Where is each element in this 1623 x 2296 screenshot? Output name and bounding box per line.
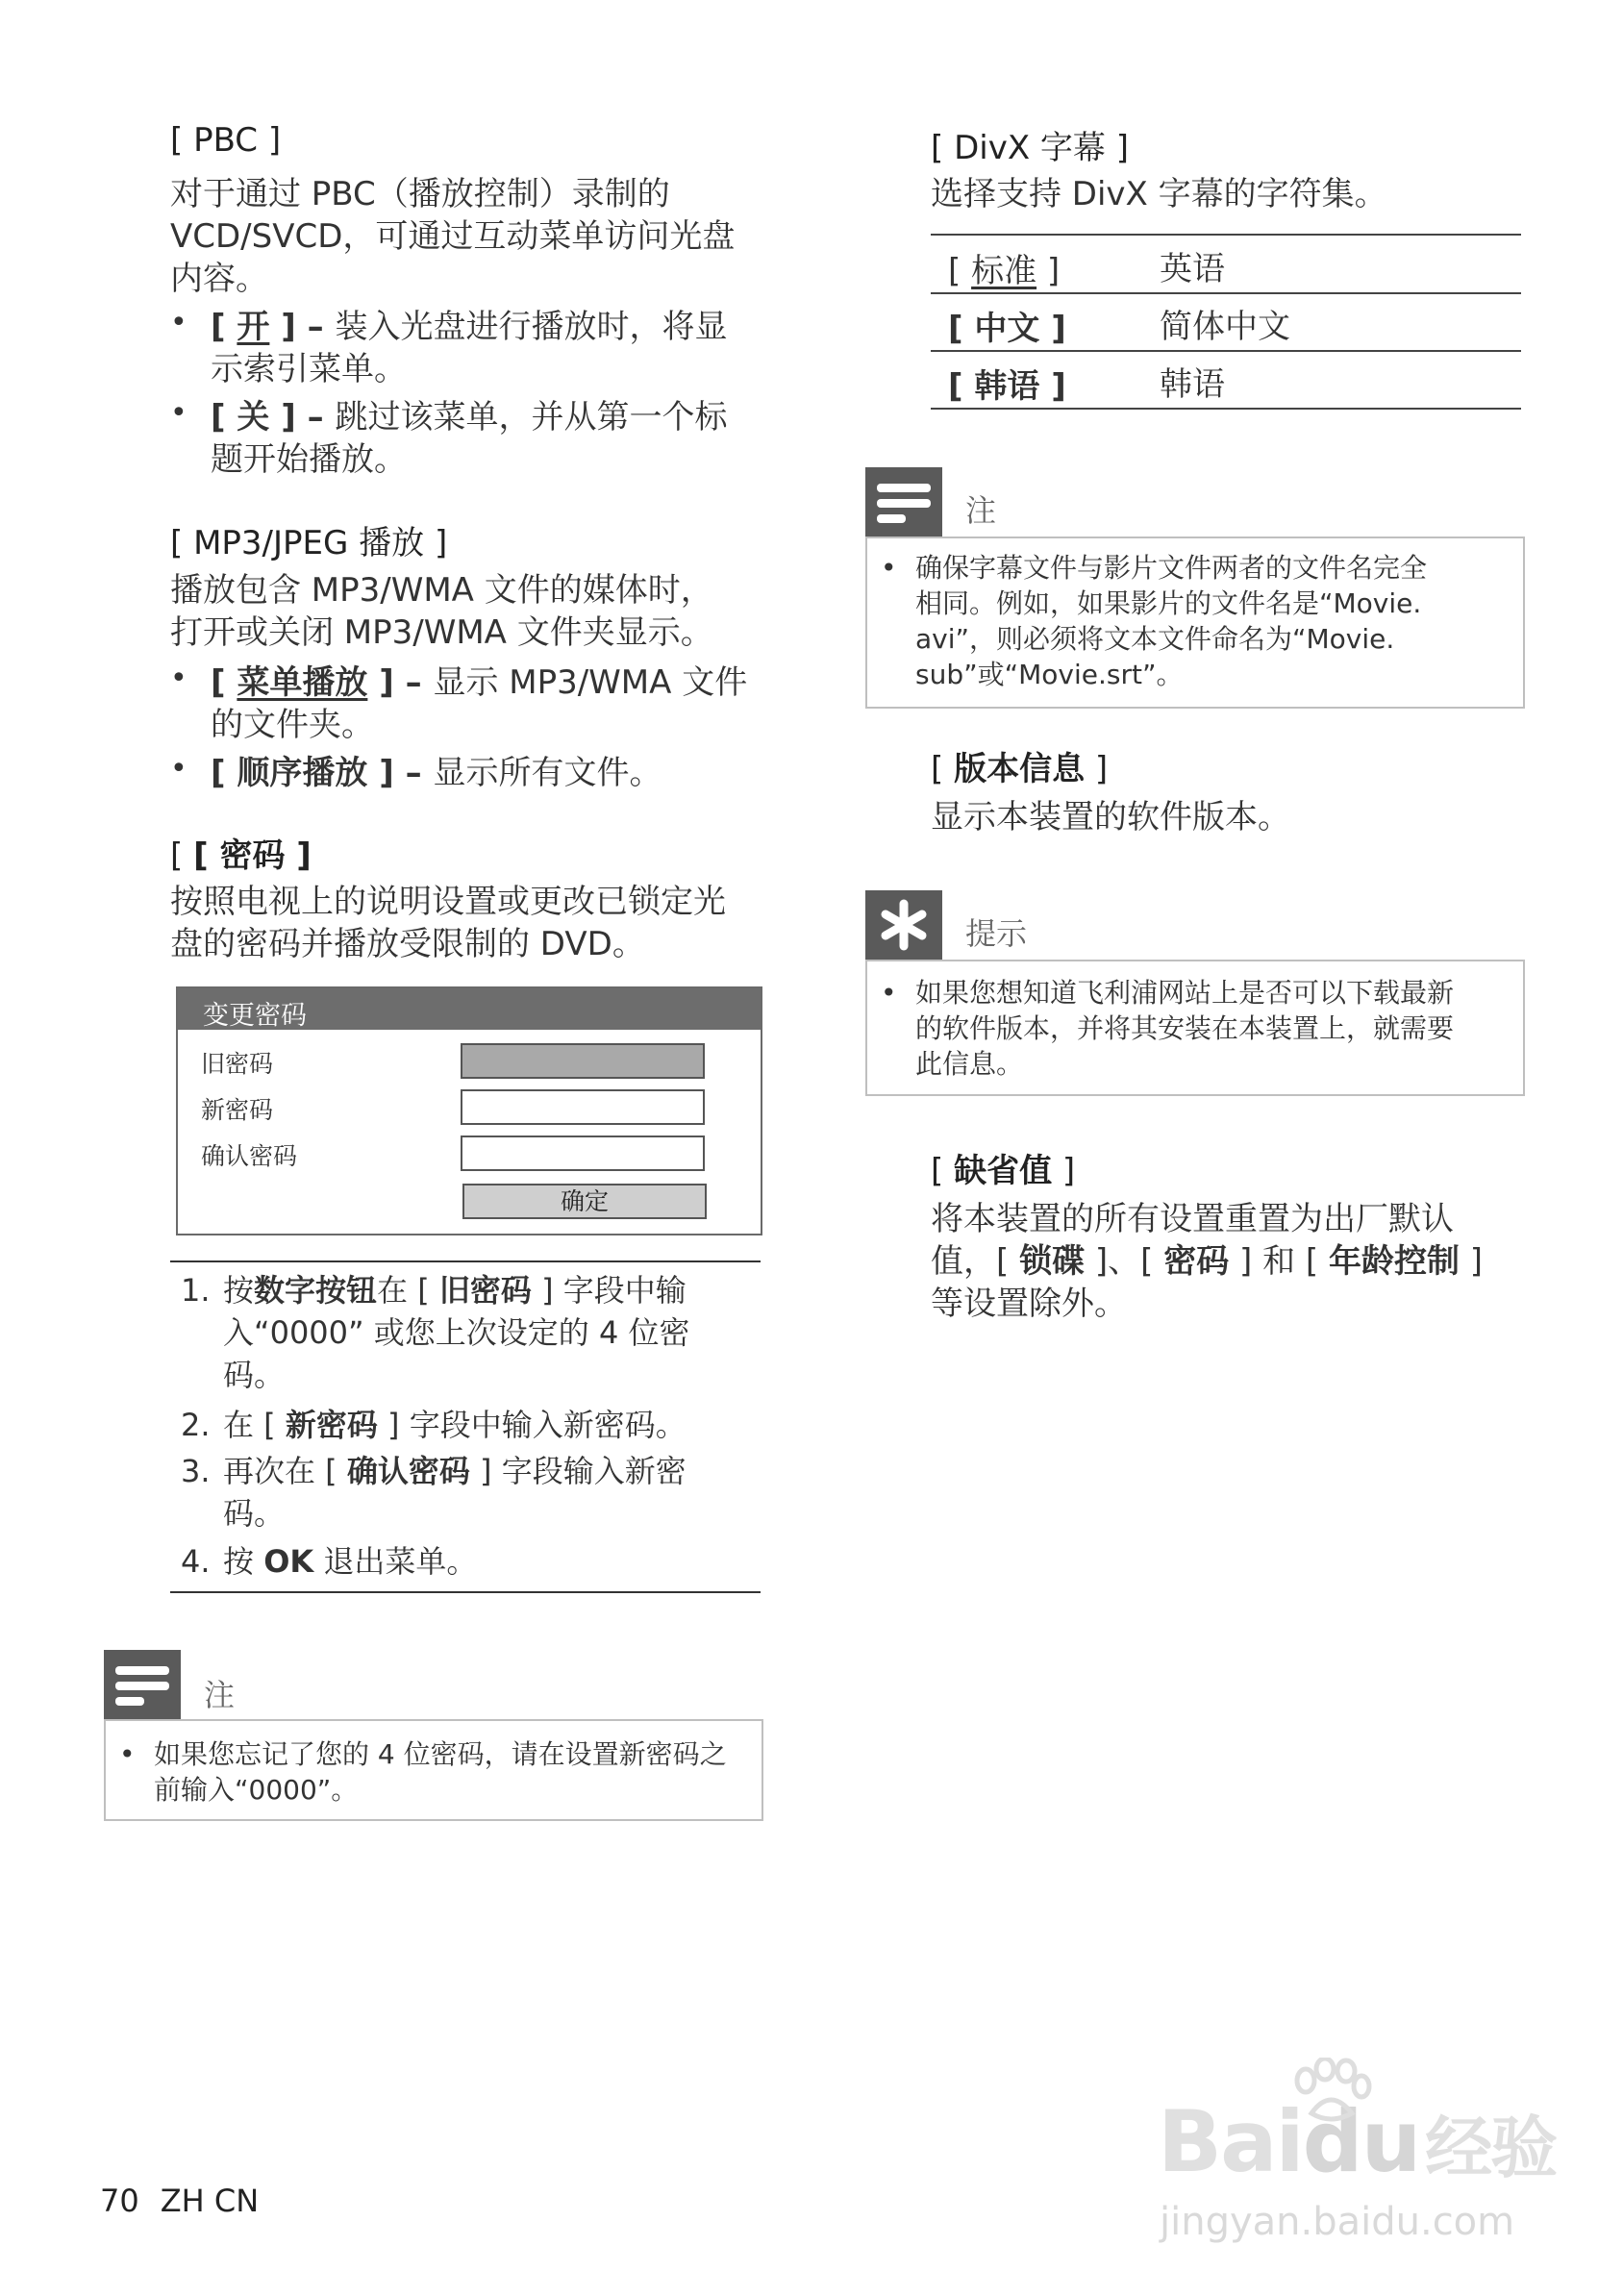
dialog-title-bar [178, 988, 761, 1030]
new-password-label: 新密码 [201, 1096, 274, 1124]
old-password-label: 旧密码 [201, 1050, 274, 1078]
version-desc: 显示本装置的软件版本。 [931, 798, 1290, 836]
table-row-option: [ 标准 ] [948, 252, 1061, 290]
step-keyword: 数字按钮 [254, 1272, 378, 1309]
desc-keyword: 年龄控制 [1329, 1242, 1460, 1281]
new-password-field[interactable] [461, 1089, 705, 1125]
dialog-title: 变更密码 [203, 1001, 307, 1031]
tip-label: 提示 [965, 915, 1028, 952]
confirm-password-label: 确认密码 [201, 1142, 298, 1170]
default-heading: 缺省值 [954, 1152, 1053, 1190]
desc-text: ]、[ [1085, 1242, 1164, 1281]
table-rule [931, 350, 1521, 352]
step-number: 4. [181, 1543, 211, 1580]
divx-heading: [ DivX 字幕 ] [931, 129, 1129, 167]
step-text: 入“0000” 或您上次设定的 4 位密 [223, 1314, 690, 1351]
default-desc-line [931, 1240, 1483, 1283]
tip-box [865, 960, 1525, 1096]
table-rule [931, 408, 1521, 410]
pbc-on-desc: 示索引菜单。 [211, 350, 407, 388]
mp3-heading: [ MP3/JPEG 播放 ] [170, 524, 448, 562]
table-row-option: [ 中文 ] [948, 310, 1066, 348]
pbc-desc-line: 内容。 [170, 260, 268, 298]
mp3-seq-option: 顺序播放 [237, 754, 368, 792]
divx-desc: 选择支持 DivX 字幕的字符集。 [931, 175, 1387, 213]
table-row-value: 韩语 [1160, 365, 1225, 404]
pbc-off-desc: 题开始播放。 [211, 440, 407, 479]
note-box [865, 537, 1525, 709]
tip-text: 的软件版本，并将其安装在本装置上，就需要 [915, 1012, 1455, 1044]
page-number: 70 [100, 2183, 139, 2219]
paw-icon [1288, 2058, 1375, 2125]
step-text: 在 [ [377, 1272, 439, 1309]
desc-text: ] [1460, 1242, 1484, 1281]
step-text: 退出菜单。 [313, 1543, 478, 1580]
watermark-url: jingyan.baidu.com [1160, 2200, 1515, 2244]
page-footer [100, 2183, 259, 2219]
step-number: 1. [181, 1272, 211, 1309]
note-label: 注 [204, 1677, 236, 1713]
step-text: ] 字段中输 [531, 1272, 687, 1309]
option-label: 中文 [974, 310, 1040, 348]
bullet-icon: • [170, 661, 187, 695]
pbc-on-desc: 装入光盘进行播放时，将显 [335, 308, 728, 346]
confirm-password-field[interactable] [461, 1136, 705, 1171]
step-keyword: OK [263, 1543, 314, 1580]
tip-text: 此信息。 [915, 1048, 1024, 1080]
language-code: ZH CN [160, 2183, 260, 2219]
desc-keyword: 密码 [1163, 1242, 1230, 1281]
pbc-desc-line: 对于通过 PBC（播放控制）录制的 [170, 175, 670, 213]
step-text: ] 字段中输入新密码。 [377, 1407, 687, 1443]
tip-text: 如果您想知道飞利浦网站上是否可以下载最新 [915, 977, 1455, 1009]
table-row-value: 简体中文 [1160, 308, 1290, 346]
step-text: 按 [223, 1543, 264, 1580]
mp3-menu-desc: 显示 MP3/WMA 文件 [433, 663, 748, 702]
bullet-icon: • [881, 977, 897, 1009]
step-text: 按 [223, 1272, 255, 1309]
note-text: 相同。例如，如果影片的文件名是“Movie. [915, 587, 1422, 619]
note-text: 确保字幕文件与影片文件两者的文件名完全 [915, 552, 1428, 584]
step-number: 2. [181, 1407, 211, 1443]
mp3-menu-desc: 的文件夹。 [211, 706, 374, 744]
note-icon [104, 1650, 181, 1719]
note-text: 如果您忘记了您的 4 位密码，请在设置新密码之 [154, 1738, 727, 1770]
pbc-desc-line: VCD/SVCD，可通过互动菜单访问光盘 [170, 217, 736, 256]
step-text: 在 [ [223, 1407, 286, 1443]
baidu-watermark-logo: Baidu经验 [1158, 2092, 1557, 2191]
bullet-icon: • [170, 306, 187, 339]
table-row-value: 英语 [1160, 250, 1225, 288]
password-desc-line: 按照电视上的说明设置或更改已锁定光 [170, 883, 726, 921]
step-text: ] 字段输入新密 [469, 1453, 687, 1489]
asterisk-icon [865, 890, 942, 960]
steps-top-rule [170, 1260, 761, 1262]
table-rule [931, 292, 1521, 294]
password-desc-line: 盘的密码并播放受限制的 DVD。 [170, 925, 645, 963]
note-text: 前输入“0000”。 [154, 1774, 359, 1806]
default-desc-line: 将本装置的所有设置重置为出厂默认 [931, 1200, 1454, 1238]
mp3-seq-desc: 显示所有文件。 [433, 754, 662, 792]
option-label: 韩语 [974, 367, 1040, 406]
note-text: avi”，则必须将文本文件命名为“Movie. [915, 623, 1395, 655]
note-icon [865, 467, 942, 537]
step-keyword: 旧密码 [438, 1272, 532, 1309]
step-number: 3. [181, 1453, 211, 1489]
change-password-dialog [176, 986, 762, 1235]
pbc-off-desc: 跳过该菜单，并从第一个标 [335, 398, 728, 437]
step-keyword: 确认密码 [346, 1453, 470, 1489]
mp3-desc-line: 打开或关闭 MP3/WMA 文件夹显示。 [170, 613, 713, 652]
pbc-heading: [ PBC ] [170, 121, 282, 160]
note-text: sub”或“Movie.srt”。 [915, 659, 1184, 690]
bullet-icon: • [170, 396, 187, 430]
desc-text: ] 和 [ [1229, 1242, 1329, 1281]
version-heading: 版本信息 [954, 750, 1086, 788]
table-rule [931, 234, 1521, 236]
tip-icon [865, 890, 942, 960]
step-keyword: 新密码 [285, 1407, 378, 1443]
pbc-on-option: 开 [237, 308, 270, 346]
old-password-field[interactable] [461, 1043, 705, 1079]
step-text: 码。 [223, 1357, 286, 1393]
steps-bottom-rule [170, 1591, 761, 1593]
desc-keyword: 锁碟 [1019, 1242, 1086, 1281]
bullet-icon: • [170, 752, 187, 786]
table-row-option: [ 韩语 ] [948, 367, 1066, 406]
password-heading: [ 密码 ] [193, 836, 312, 875]
mp3-desc-line: 播放包含 MP3/WMA 文件的媒体时， [170, 571, 713, 610]
bullet-icon: • [119, 1738, 136, 1770]
option-label: 标准 [971, 252, 1037, 290]
pbc-off-option: 关 [237, 398, 270, 437]
ok-button[interactable]: 确定 [462, 1184, 707, 1219]
mp3-menu-option: 菜单播放 [237, 663, 368, 702]
default-desc-line: 等设置除外。 [931, 1285, 1127, 1323]
step-text: 再次在 [ [223, 1453, 347, 1489]
step-text: 码。 [223, 1495, 286, 1532]
note-label: 注 [965, 492, 997, 529]
bullet-icon: • [881, 552, 897, 584]
desc-text: 值，[ [931, 1242, 1020, 1281]
note-box [104, 1719, 763, 1821]
